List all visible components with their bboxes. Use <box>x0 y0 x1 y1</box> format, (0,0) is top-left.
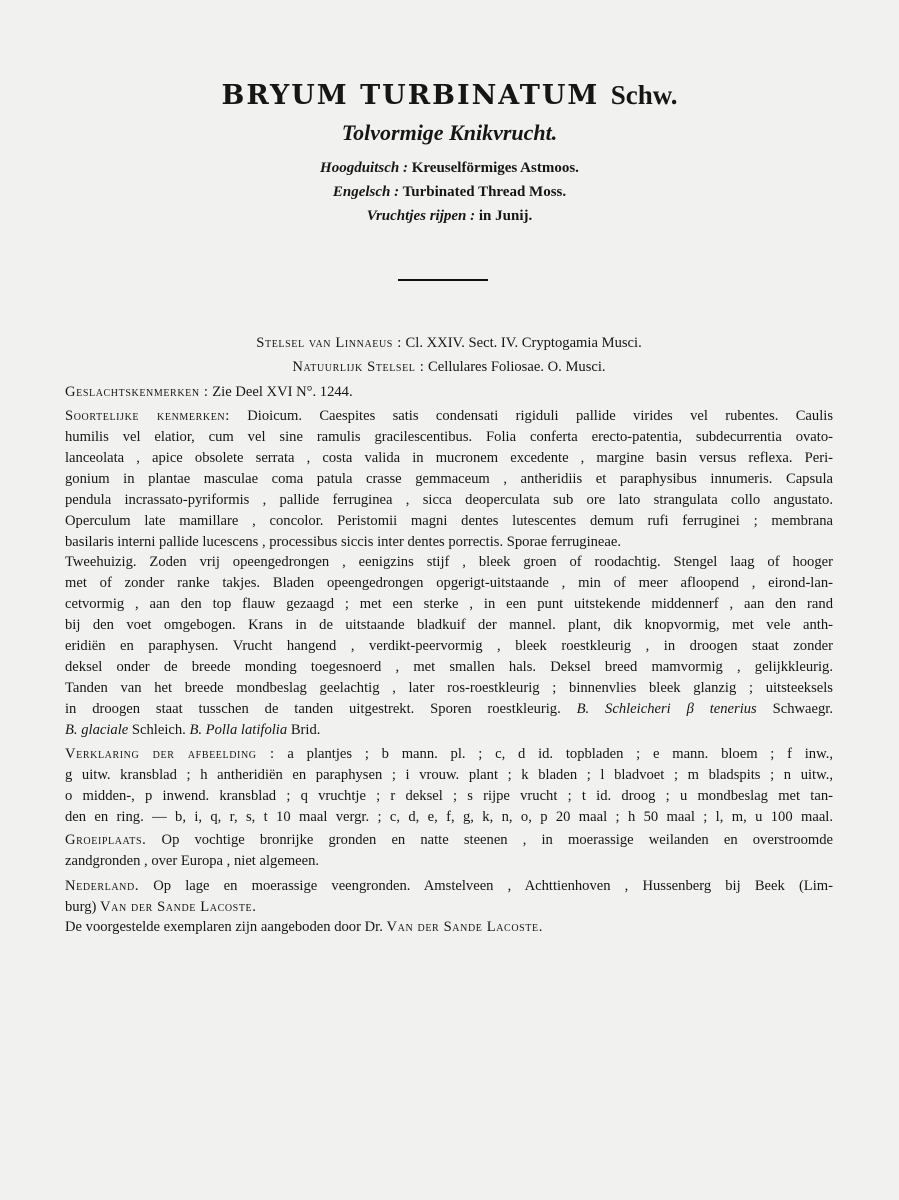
dutch-line-5: eridiën en paraphysen. Vrucht hangend , verdikt-peervormig , bleek roestkleurig , in droogen staat zonder <box>65 638 833 654</box>
explanation-line-1 <box>65 744 833 764</box>
linnaeus-system <box>65 333 833 353</box>
ripening-line <box>0 208 899 225</box>
species-line-4: gonium in plantae masculae coma patula crasse gemmaceum , antheridiis et paraphysibus innumeris. Capsula <box>65 471 833 487</box>
species-title <box>0 80 899 111</box>
ripening-label: Vruchtjes rijpen : <box>366 208 476 224</box>
header-divider <box>398 279 488 281</box>
synonym-glaciale-author: Schleich. <box>131 722 186 738</box>
natural-label: Natuurlijk Stelsel : <box>292 359 425 375</box>
explanation-line-3: o midden-, p inwend. kransblad ; q vruchtje ; r deksel ; s rijpe vrucht ; t id. droog ; u mondbeslag met tan- <box>65 788 833 804</box>
dutch-text-8: in droogen staat tusschen de tanden uitgestrekt. Sporen roestkleurig. <box>65 701 561 717</box>
synonym-polla-author: Brid. <box>290 722 321 738</box>
dutch-line-7: Tanden van het breede mondbeslag geelachtig , later ros-roestkleurig ; binnenvlies bleek glanzig ; uitsteeksels <box>65 680 833 696</box>
synonym-polla: B. Polla latifolia <box>189 722 288 738</box>
linnaeus-value: Cl. XXIV. Sect. IV. Cryptogamia Musci. <box>405 335 642 351</box>
explanation-line-2: g uitw. kransblad ; h antheridiën en paraphysen ; i vrouw. plant ; k bladen ; l bladvoet ; m bladspits ; n uitw., <box>65 767 833 783</box>
species-line-1 <box>65 406 833 426</box>
dutch-line-3: cetvormig , aan den top flauw gezaagd ; met een sterke , in een punt uitstekende middennerf , aan den rand <box>65 596 833 612</box>
english-name-line <box>0 184 899 201</box>
synonym-glaciale: B. glaciale <box>65 722 129 738</box>
netherlands-label: Nederland. <box>65 878 140 894</box>
species-line-6: Operculum late mamillare , concolor. Peristomii magni dentes lutescentes demum rufi ferruginei ; membrana <box>65 513 833 529</box>
species-line-2: humilis vel elatior, cum vel sine ramulis gracilescentibus. Folia conferta erecto-patentia, subdecurrentia ovato- <box>65 429 833 445</box>
english-label: Engelsch : <box>332 184 400 200</box>
genus-value: Zie Deel XVI N°. 1244. <box>212 384 353 400</box>
dutch-line-9 <box>65 720 833 740</box>
english-name: Turbinated Thread Moss. <box>402 184 567 200</box>
synonym-schleicheri-author: Schwaegr. <box>772 701 833 717</box>
netherlands-text-3: De voorgestelde exemplaren zijn aangeboden door Dr. <box>65 919 383 935</box>
genus-label: Geslachtskenmerken : <box>65 384 209 400</box>
netherlands-text-2: burg) <box>65 899 97 915</box>
collector-name: Van der Sande Lacoste. <box>100 899 257 915</box>
species-line-3: lanceolata , apice obsolete serrata , costa valida in mucronem excedente , margine basin versus reflexa. Peri- <box>65 450 833 466</box>
habitat-text-1: Op vochtige bronrijke gronden en natte steenen , in moerassige weilanden en overstroomde <box>161 832 833 848</box>
netherlands-line-2 <box>65 897 833 917</box>
linnaeus-label: Stelsel van Linnaeus : <box>256 335 402 351</box>
species-author: Schw. <box>610 80 678 110</box>
habitat-line-1 <box>65 830 833 850</box>
species-line-7: basilaris interni pallide lucescens , processibus siccis inter dentes porrectis. Sporae ferrugineae. <box>65 534 621 550</box>
synonym-schleicheri: B. Schleicheri β tenerius <box>576 701 757 717</box>
german-name: Kreuselförmiges Astmoos. <box>411 160 579 176</box>
habitat-label: Groeiplaats. <box>65 832 147 848</box>
species-line-5: pendula incrassato-pyriformis , pallide ferruginea , sicca deoperculata sub ore lato strangulata collo angustato. <box>65 492 833 508</box>
german-label: Hoogduitsch : <box>320 160 408 176</box>
netherlands-line-1 <box>65 876 833 896</box>
dutch-line-1 <box>65 552 833 572</box>
natural-value: Cellulares Foliosae. O. Musci. <box>428 359 606 375</box>
dutch-common-name: Tolvormige Knikvrucht. <box>341 120 558 145</box>
natural-system <box>65 357 833 377</box>
dutch-line-2: met of zonder ranke takjes. Bladen opeengedrongen opgerigt-uitstaande , min of meer afloopend , eirond-lan- <box>65 575 833 591</box>
species-text-1: Dioicum. Caespites satis condensati rigiduli pallide virides vel rubentes. Caulis <box>247 408 833 424</box>
donor-name: Van der Sande Lacoste. <box>386 919 543 935</box>
genus-characters <box>65 382 833 402</box>
explanation-line-4: den en ring. — b, i, q, r, s, t 10 maal vergr. ; c, d, e, f, g, k, n, o, p 20 maal ; h 50 maal ; l, m, u 100 maal. <box>65 809 833 825</box>
species-name: BRYUM TURBINATUM <box>221 80 600 111</box>
ripening-value: in Junij. <box>478 208 533 224</box>
dutch-line-4: bij den voet omgebogen. Krans in de uitstaande bladkuif der mannel. plant, dik knopvormig, met vele anth- <box>65 617 833 633</box>
netherlands-text-1: Op lage en moerassige veengronden. Amstelveen , Achttienhoven , Hussenberg bij Beek (Lim- <box>153 878 833 894</box>
explanation-text-1: a plantjes ; b mann. pl. ; c, d id. topbladen ; e mann. bloem ; f inw., <box>287 746 833 762</box>
german-name-line <box>0 160 899 177</box>
habitat-line-2: zandgronden , over Europa , niet algemeen. <box>65 853 320 869</box>
dutch-line-6: deksel onder de breede monding toegesnoerd , met smallen hals. Deksel breed mamvormig , gelijkkleurig. <box>65 659 833 675</box>
species-label: Soortelijke kenmerken: <box>65 408 230 424</box>
dutch-text-1: Tweehuizig. Zoden vrij opeengedrongen , eenigzins stijf , bleek groen of roodachtig. Stengel laag of hooger <box>65 554 833 570</box>
explanation-label: Verklaring der afbeelding : <box>65 746 275 762</box>
dutch-line-8 <box>65 699 833 719</box>
netherlands-line-3 <box>65 917 833 937</box>
